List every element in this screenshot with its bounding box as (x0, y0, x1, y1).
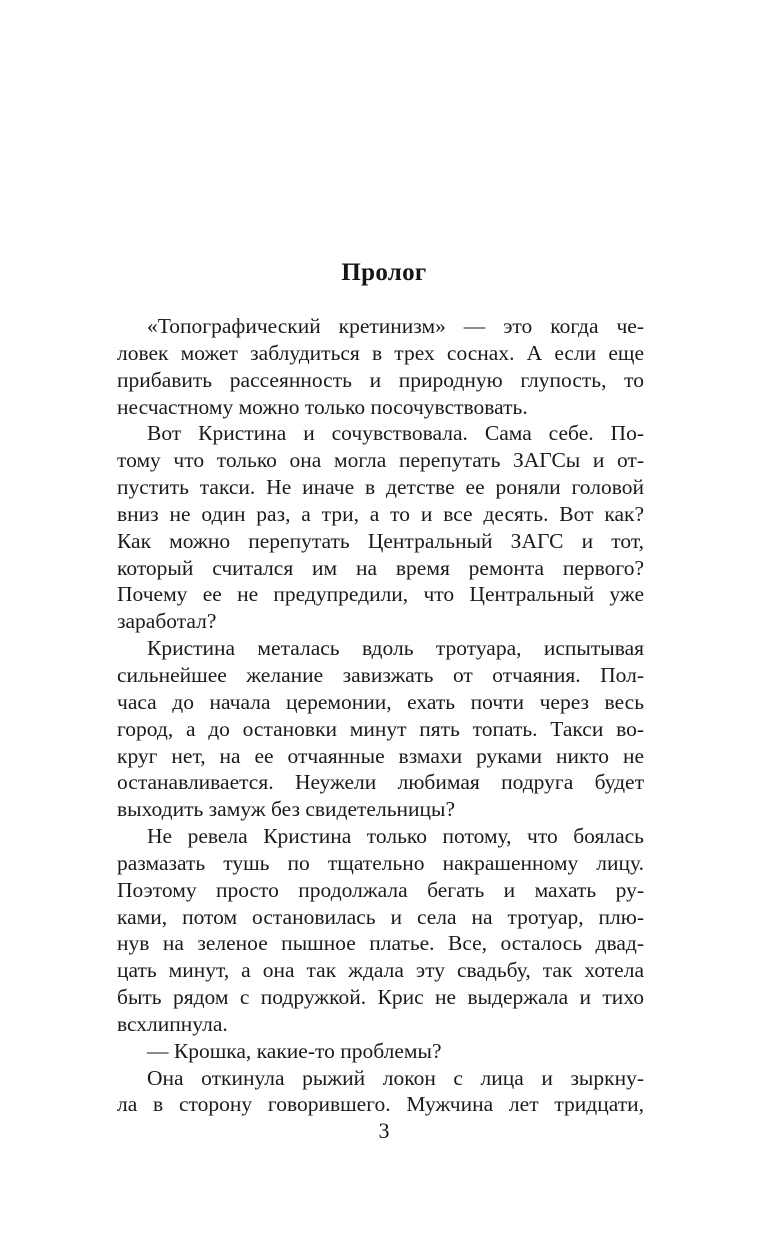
text-line: ла в сторону говорившего. Мужчина лет тридцати, (117, 1092, 644, 1117)
text-line: Кристина металась вдоль тротуара, испытывая (147, 636, 644, 661)
text-line: вниз не один раз, а три, а то и все десять. Вот как? (117, 501, 644, 526)
text-line: Почему ее не предупредили, что Центральный уже (117, 582, 644, 607)
text-line: нув на зеленое пышное платье. Все, осталось двад- (117, 931, 644, 956)
body-text (117, 313, 644, 1118)
text-line: цать минут, а она так ждала эту свадьбу, так хотела (117, 958, 644, 983)
text-line: круг нет, на ее отчаянные взмахи руками никто не (117, 743, 644, 768)
text-line: город, а до остановки минут пять топать. Такси во- (117, 716, 644, 741)
text-line: «Топографический кретинизм» — это когда че- (147, 314, 644, 338)
text-line: Она откинула рыжий локон с лица и зыркну- (147, 1065, 644, 1090)
text-line: часа до начала церемонии, ехать почти через весь (117, 689, 644, 714)
text-line: всхлипнула. (117, 1011, 228, 1036)
text-line: тому что только она могла перепутать ЗАГСы и от- (117, 448, 644, 473)
text-line: — Крошка, какие-то проблемы? (147, 1038, 442, 1063)
text-line: прибавить рассеянность и природную глупость, то (117, 367, 644, 392)
chapter-title: Пролог (341, 259, 427, 286)
text-line: останавливается. Неужели любимая подруга будет (117, 770, 644, 795)
page-number: 3 (378, 1118, 390, 1143)
text-line: Не ревела Кристина только потому, что боялась (147, 824, 644, 849)
text-line: Поэтому просто продолжала бегать и махать ру- (117, 877, 644, 902)
text-line: сильнейшее желание завизжать от отчаяния. Пол- (117, 662, 644, 687)
text-line: несчастному можно только посочувствовать. (117, 394, 528, 419)
text-line: пустить такси. Не иначе в детстве ее роняли головой (117, 475, 644, 500)
text-line: заработал? (117, 609, 217, 634)
text-line: размазать тушь по тщательно накрашенному лицу. (117, 850, 644, 875)
text-line: ками, потом остановилась и села на тротуар, плю- (117, 904, 644, 929)
text-line: выходить замуж без свидетельницы? (117, 797, 456, 822)
text-line: Вот Кристина и сочувствовала. Сама себе. По- (147, 421, 644, 446)
text-line: Как можно перепутать Центральный ЗАГС и тот, (117, 528, 644, 553)
text-line: ловек может заблудиться в трех соснах. А если еще (117, 340, 644, 365)
text-line: быть рядом с подружкой. Крис не выдержала и тихо (117, 985, 644, 1010)
text-line: который считался им на время ремонта первого? (117, 555, 644, 580)
